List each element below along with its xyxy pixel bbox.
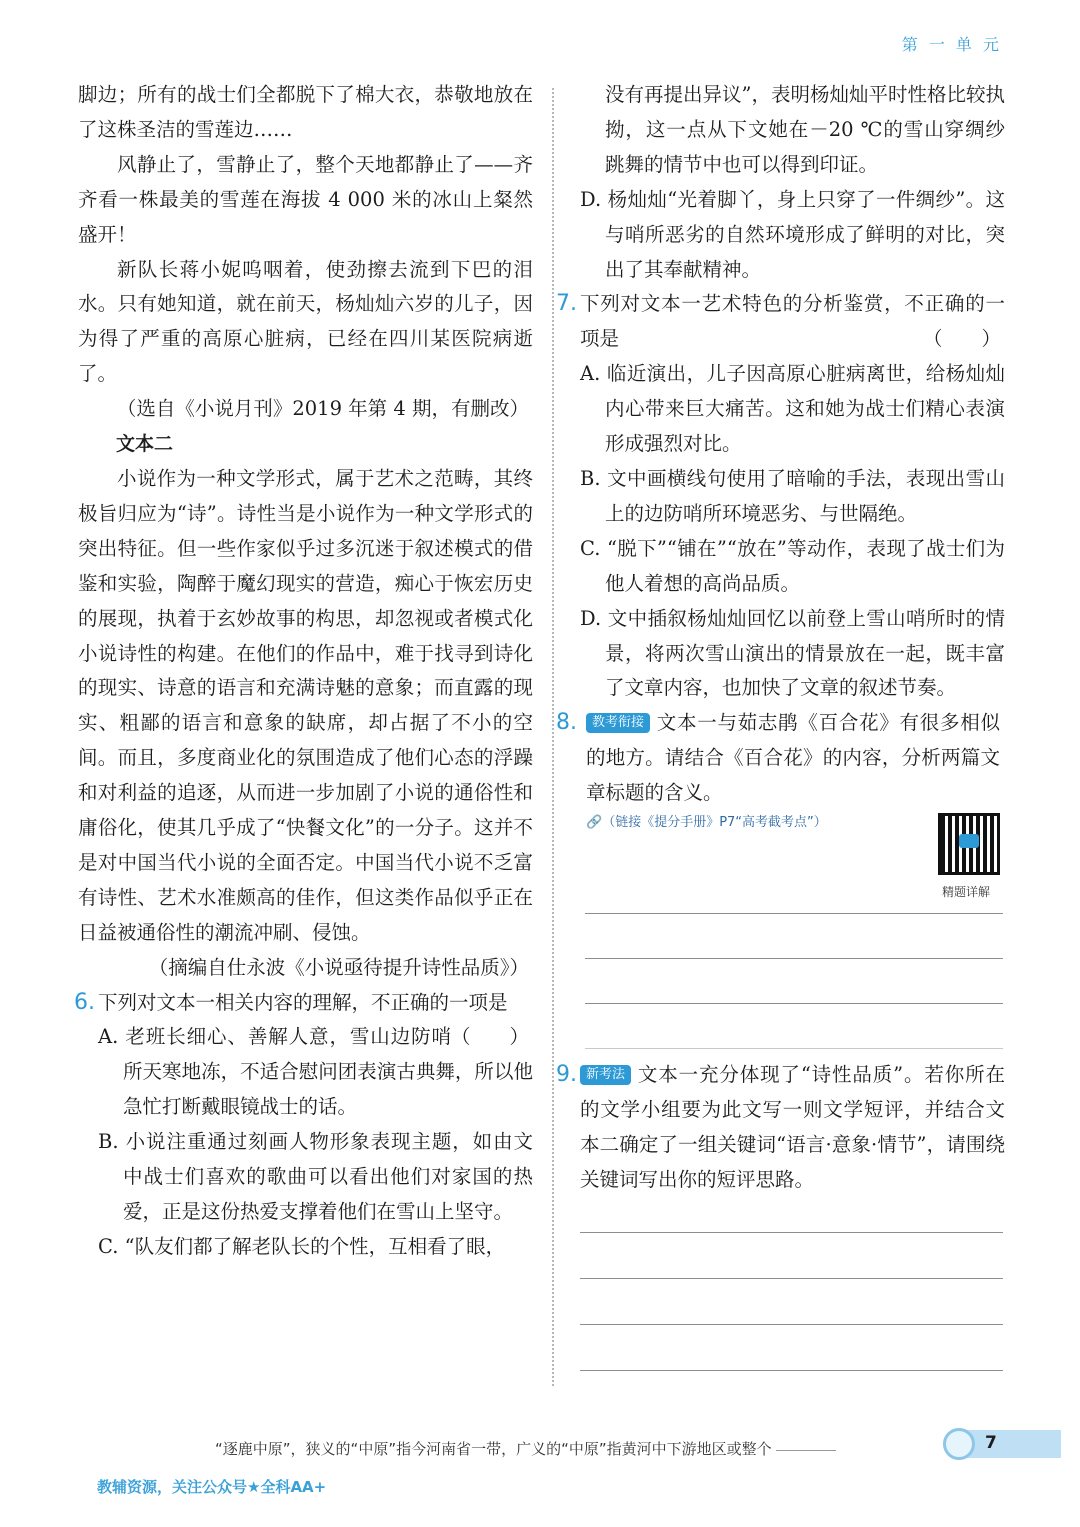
answer-blank[interactable]: （ ） <box>450 1025 529 1049</box>
question-6-option-a[interactable]: A. 老班长细心、善解人意，雪山边防哨所天寒地冻，不适合慰问团表演古典舞，所以他急忙打断戴眼镜战士的话。 <box>98 1025 533 1119</box>
question-7-number: 7. <box>556 291 577 317</box>
question-9-tag: 新考法 <box>580 1065 631 1085</box>
link-icon: 🔗 <box>586 815 603 831</box>
qr-code-icon[interactable] <box>938 813 1000 875</box>
question-8-tag: 教考衔接 <box>586 713 650 733</box>
page-number: 7 <box>985 1433 997 1453</box>
footer-note: “逐鹿中原”，狭义的“中原”指今河南省一带，广义的“中原”指黄河中下游地区或整个 <box>215 1438 836 1459</box>
column-divider <box>552 88 554 1386</box>
question-7-option-a[interactable]: A. 临近演出，儿子因高原心脏病离世，给杨灿灿内心带来巨大痛苦。这和她为战士们精心表演形成强烈对比。 <box>580 362 1005 456</box>
question-6-option-d[interactable]: D. 杨灿灿“光着脚丫，身上只穿了一件绸纱”。这与哨所恶劣的自然环境形成了鲜明的对比，突出了其奉献精神。 <box>580 187 1005 281</box>
text1-paragraph-3: 新队长蒋小妮呜咽着，使劲擦去流到下巴的泪水。只有她知道，就在前天，杨灿灿六岁的儿子，因为得了严重的高原心脏病，已经在四川某医院病逝了。 <box>78 257 533 386</box>
answer-line[interactable] <box>585 913 1003 914</box>
question-6-option-b[interactable]: B. 小说注重通过刻画人物形象表现主题，如由文中战士们喜欢的歌曲可以看出他们对家国的热爱，正是这份热爱支撑着他们在雪山上坚守。 <box>98 1130 533 1223</box>
question-9 <box>556 1058 1005 1198</box>
question-9-number: 9. <box>556 1062 577 1087</box>
question-8-link[interactable]: 🔗（链接《提分手册》P7“高考截考点”） <box>586 815 827 831</box>
spiral-icon <box>943 1428 975 1460</box>
question-6-stem: 下列对文本一相关内容的理解，不正确的一项是 （ ） <box>98 986 533 1021</box>
question-6-option-c-continued: 没有再提出异议”，表明杨灿灿平时性格比较执拗，这一点从下文她在－20 ℃的雪山穿绸纱跳舞的情节中也可以得到印证。 <box>605 83 1005 176</box>
question-7-option-c[interactable]: C. “脱下”“铺在”“放在”等动作，表现了战士们为他人着想的高尚品质。 <box>580 536 1005 595</box>
answer-line[interactable] <box>580 1370 1003 1371</box>
text1-paragraph-1: 脚边；所有的战士们全都脱下了棉大衣，恭敬地放在了这株圣洁的雪莲边…… <box>78 83 533 141</box>
question-6-option-c[interactable]: C. “队友们都了解老队长的个性，互相看了眼， <box>98 1234 506 1258</box>
question-8-number: 8. <box>556 710 577 736</box>
answer-blank[interactable]: （ ） <box>922 327 1001 351</box>
question-6-number: 6. <box>74 989 95 1015</box>
answer-line[interactable] <box>585 958 1003 959</box>
left-column <box>74 78 533 1265</box>
question-9-text: 新考法 文本一充分体现了“诗性品质”。若你所在的文学小组要为此文写一则文学短评，并结合文本二确定了一组关键词“语言·意象·情节”，请围绕关键词写出你的短评思路。 <box>580 1063 1005 1191</box>
answer-line[interactable] <box>580 1324 1003 1325</box>
text2-source: （摘编自仕永波《小说亟待提升诗性品质》） <box>148 955 529 979</box>
text1-paragraph-2: 风静止了，雪静止了，整个天地都静止了——齐齐看一株最美的雪莲在海拔 4 000 米的冰山上粲然盛开！ <box>78 152 533 246</box>
text2-title: 文本二 <box>116 433 174 456</box>
answer-line[interactable] <box>580 1278 1003 1279</box>
text2-paragraph: 小说作为一种文学形式，属于艺术之范畴，其终极旨归应为“诗”。诗性当是小说作为一种文学形式的突出特征。但一些作家似乎过多沉迷于叙述模式的借鉴和实验，陶醉于魔幻现实的营造，痴心于恢宏历史的展现，执着于玄妙故事的构思，却忽视或者模式化小说诗性的构建。在他们的作品中，难于找寻到诗化的现实、诗意的语言和充满诗魅的意象；而直露的现实、粗鄙的语言和意象的缺席，却占据了不小的空间。而且，多度商业化的氛围造成了他们心态的浮躁和对利益的追逐，从而进一步加剧了小说的通俗性和庸俗化，使其几乎成了“快餐文化”的一分子。这并不是对中国当代小说的全面否定。中国当代小说不乏富有诗性、艺术水准颇高的佳作，但这类作品似乎正在日益被通俗性的潮流冲刷、侵蚀。 <box>78 466 533 944</box>
question-7-option-b[interactable]: B. 文中画横线句使用了暗喻的手法，表现出雪山上的边防哨所环境恶劣、与世隔绝。 <box>580 466 1005 525</box>
question-7-stem: 下列对文本一艺术特色的分析鉴赏，不正确的一项是 （ ） <box>580 287 1005 357</box>
question-7-option-d[interactable]: D. 文中插叙杨灿灿回忆以前登上雪山哨所时的情景，将两次雪山演出的情景放在一起，既丰富了文章内容，也加快了文章的叙述节奏。 <box>580 606 1005 700</box>
section-divider <box>585 1048 1003 1049</box>
answer-line[interactable] <box>585 1003 1003 1004</box>
watermark: 教辅资源，关注公众号★全科AA+ <box>97 1478 327 1496</box>
unit-label: 第 一 单 元 <box>901 35 1002 54</box>
question-8-text: 教考衔接 文本一与茹志鹃《百合花》有很多相似的地方。请结合《百合花》的内容，分析两篇文章标题的含义。 <box>586 711 1000 805</box>
answer-line[interactable] <box>580 1232 1003 1233</box>
page-badge <box>943 1430 1061 1458</box>
video-play-icon <box>959 834 979 848</box>
qr-label: 精题详解 <box>942 885 991 899</box>
question-6 <box>74 986 533 1265</box>
question-7 <box>556 287 1005 706</box>
text1-source: （选自《小说月刊》2019 年第 4 期，有删改） <box>116 397 529 421</box>
